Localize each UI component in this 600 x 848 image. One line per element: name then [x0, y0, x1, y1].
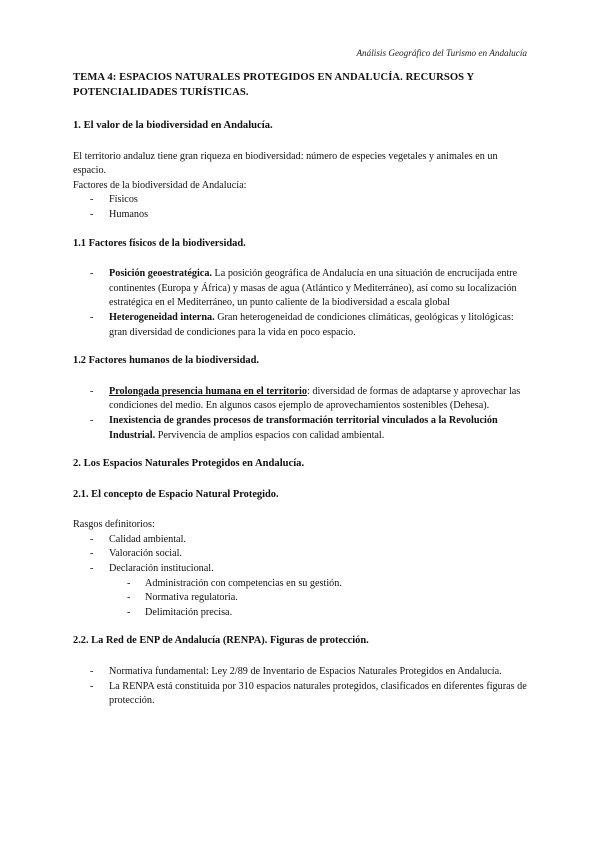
- physical-factors-list: [73, 267, 529, 340]
- item-term: Prolongada presencia humana en el territorio: [109, 385, 307, 397]
- section-2-heading: 2. Los Espacios Naturales Protegidos en Andalucía.: [73, 458, 305, 470]
- factors-label: Factores de la biodiversidad de Andalucía:: [73, 179, 247, 191]
- item-text: La posición geográfica de Andalucía en una situación de encrucijada entre continentes (Europa y África) y masas de agua (Atlántico y Mediterráneo), así como su localización estratégica en el Mediterráneo, un punto caliente de la biodiversidad a escala global: [109, 268, 518, 309]
- item-text: Pervivencia de amplios espacios con calidad ambiental.: [155, 429, 385, 441]
- item-term: Heterogeneidad interna.: [109, 311, 215, 323]
- list-item: - Valoración social.: [73, 547, 529, 562]
- document-title: TEMA 4: ESPACIOS NATURALES PROTEGIDOS EN ANDALUCÍA. RECURSOS Y POTENCIALIDADES TURÍSTICAS.: [73, 72, 474, 98]
- list-item: - Calidad ambiental.: [73, 533, 529, 548]
- section-2-1-heading: 2.1. El concepto de Espacio Natural Protegido.: [73, 488, 279, 500]
- features-list: [73, 533, 529, 577]
- list-item: [73, 311, 529, 340]
- section-1-1-heading: 1.1 Factores físicos de la biodiversidad.: [73, 237, 246, 249]
- list-item: - Declaración institucional.: [73, 562, 529, 577]
- list-item: - Administración con competencias en su gestión.: [73, 577, 529, 592]
- section-1-heading: 1. El valor de la biodiversidad en Andalucía.: [73, 120, 273, 131]
- section-2-2-heading: 2.2. La Red de ENP de Andalucía (RENPA). Figuras de protección.: [73, 635, 369, 647]
- factors-list: [73, 193, 529, 222]
- human-factors-list: [73, 385, 529, 443]
- running-header: Análisis Geográfico del Turismo en Andalucía: [356, 48, 527, 58]
- list-item: - Humanos: [73, 208, 529, 223]
- section-1-intro: El territorio andaluz tiene gran riqueza en biodiversidad: número de especies vegetales y animales en un espacio.: [73, 150, 498, 177]
- item-text: : diversidad de formas de adaptarse y aprovechar las condiciones del medio. En algunos casos ejemplo de aprovechamientos sostenibles (Dehesa).: [109, 385, 521, 412]
- list-item: [73, 385, 529, 414]
- list-item: - Delimitación precisa.: [73, 606, 529, 621]
- list-item: [73, 414, 529, 443]
- section-1-2-heading: 1.2 Factores humanos de la biodiversidad.: [73, 355, 259, 367]
- item-term: Posición geoestratégica.: [109, 268, 212, 280]
- item-text: Gran heterogeneidad de condiciones climáticas, geológicas y litológicas: gran diversidad de condiciones para la vida en poco espacio.: [109, 311, 514, 338]
- document-page: [73, 70, 529, 709]
- renpa-list: [73, 665, 529, 709]
- institutional-sublist: [73, 577, 529, 621]
- list-item: [73, 267, 529, 311]
- item-term: Inexistencia de grandes procesos de transformación territorial vinculados a la Revolución Industrial.: [109, 414, 498, 441]
- list-item: - Normativa regulatoria.: [73, 591, 529, 606]
- features-label: Rasgos definitorios:: [73, 519, 155, 531]
- list-item: - La RENPA está constituida por 310 espacios naturales protegidos, clasificados en diferentes figuras de protección.: [73, 680, 529, 709]
- list-item: - Normativa fundamental: Ley 2/89 de Inventario de Espacios Naturales Protegidos en Andalucía.: [73, 665, 529, 680]
- list-item: - Físicos: [73, 193, 529, 208]
